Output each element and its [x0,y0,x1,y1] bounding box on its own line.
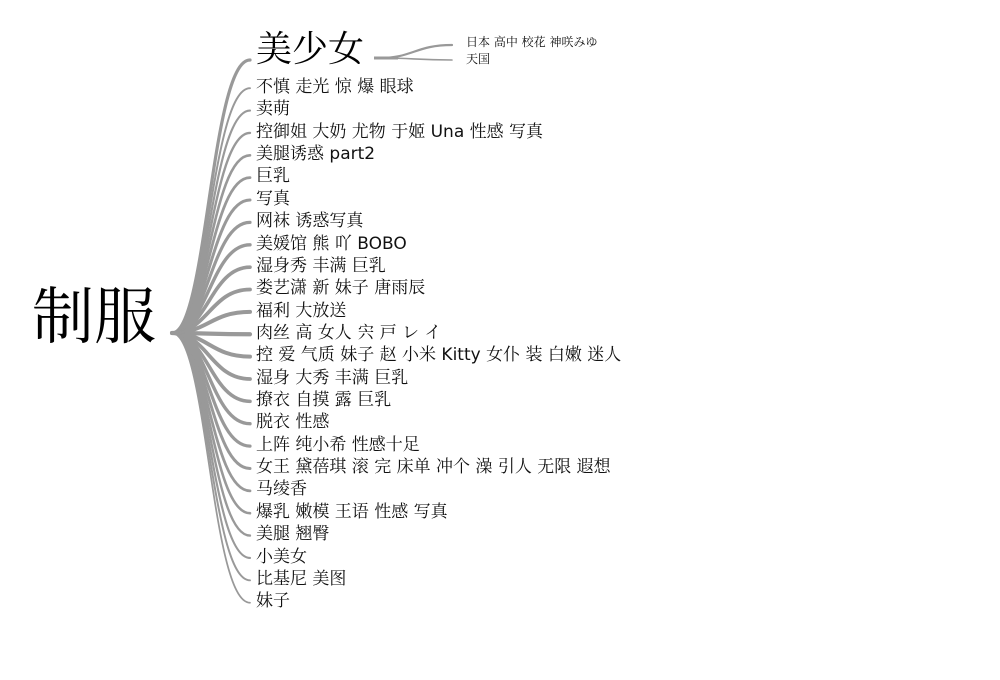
top-branch-children [466,34,597,68]
branch-label: 撩衣 自摸 露 巨乳 [256,390,392,411]
branch-label: 美腿 翘臀 [256,524,330,545]
sub-branch-label: 日本 高中 校花 神咲みゆ [466,35,598,49]
branch-label: 福利 大放送 [256,300,347,321]
branch-label: 不慎 走光 惊 爆 眼球 [256,77,414,97]
link-sub-branch [380,45,452,58]
sub-branch-label: 天国 [466,52,491,66]
branch-label: 上阵 纯小希 性感十足 [256,434,420,455]
branch-label: 卖萌 [256,99,290,120]
branch-label: 美媛馆 熊 吖 BOBO [256,233,407,254]
branch-list [256,76,621,613]
top-branch-node: 美少女 [256,29,365,70]
branch-label: 女王 黛蓓琪 滚 完 床单 冲个 澡 引人 无限 遐想 [256,457,611,478]
branch-label: 控御姐 大奶 尤物 于姬 Una 性感 写真 [256,121,544,142]
branch-label: 网袜 诱惑写真 [256,211,364,232]
branch-label: 控 爱 气质 妹子 赵 小米 Kitty 女仆 装 白嫩 迷人 [256,345,622,366]
branch-label: 肉丝 高 女人 宍 戸 レ イ [256,322,442,343]
branch-label: 美腿诱惑 part2 [256,144,376,165]
branch-label: 娄艺潇 新 妹子 唐雨辰 [256,278,426,299]
branch-label: 写真 [256,188,290,209]
branch-label: 爆乳 嫩模 王语 性感 写真 [256,501,448,522]
branch-label: 巨乳 [256,166,290,187]
branch-label: 马绫香 [256,479,307,500]
branch-label: 湿身秀 丰满 巨乳 [256,255,386,276]
branch-label: 湿身 大秀 丰满 巨乳 [256,367,409,388]
branch-label: 比基尼 美图 [256,568,347,589]
root-node: 制服 [32,280,157,353]
branch-label: 脱衣 性感 [256,412,330,433]
branch-label: 小美女 [256,546,307,567]
branch-label: 妹子 [256,591,290,612]
